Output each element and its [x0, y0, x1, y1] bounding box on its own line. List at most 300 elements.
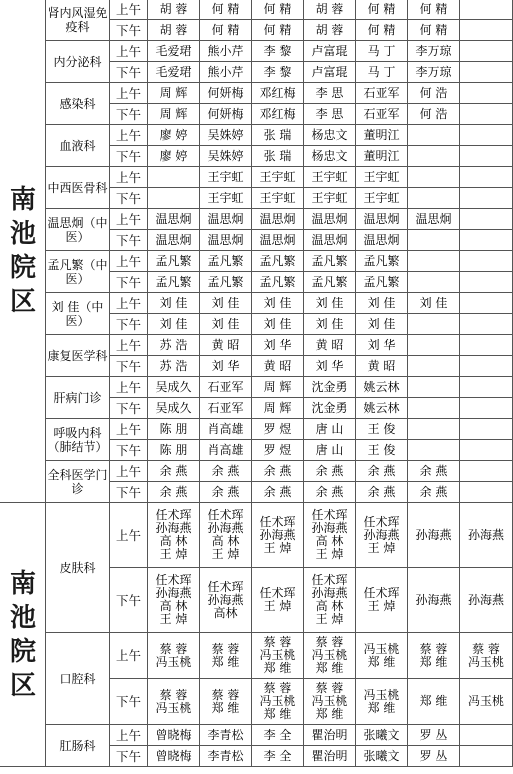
- doctor-cell: 姚云林: [356, 377, 408, 398]
- period-label: 上午: [110, 125, 148, 146]
- doctor-cell: 余 燕: [252, 482, 304, 503]
- doctor-cell: [408, 125, 460, 146]
- empty-cell: [460, 209, 513, 230]
- doctor-name: 瞿治明: [311, 748, 348, 763]
- doctor-cell: [460, 746, 513, 767]
- doctor-cell: 石亚军: [200, 398, 252, 419]
- department-name: 孟凡繁（中医）: [46, 251, 110, 293]
- doctor-cell: 唐 山: [304, 419, 356, 440]
- doctor-name: 孙海燕: [155, 521, 192, 535]
- doctor-cell: [408, 251, 460, 272]
- doctor-cell: 孟凡繁: [252, 251, 304, 272]
- doctor-name: 冯玉桃: [259, 694, 296, 708]
- doctor-cell: 孟凡繁: [356, 251, 408, 272]
- empty-cell: [460, 104, 513, 125]
- doctor-cell: [408, 633, 460, 679]
- period-label: 下午: [110, 356, 148, 377]
- doctor-cell: 何 精: [356, 20, 408, 41]
- doctor-cell: 何 精: [252, 20, 304, 41]
- doctor-cell: 孟凡繁: [200, 251, 252, 272]
- period-label: 上午: [110, 633, 148, 679]
- doctor-name: 王 焯: [159, 612, 188, 626]
- period-label: 下午: [110, 188, 148, 209]
- doctor-name: 冯玉桃: [467, 654, 504, 669]
- period-label: 上午: [110, 503, 148, 568]
- empty-cell: [460, 251, 513, 272]
- doctor-cell: [252, 679, 304, 725]
- doctor-cell: [460, 633, 513, 679]
- empty-cell: [460, 83, 513, 104]
- doctor-name: 孙海燕: [207, 521, 244, 535]
- doctor-cell: 何 浩: [408, 104, 460, 125]
- doctor-name: 孙海燕: [207, 592, 244, 607]
- doctor-name: 曾晓梅: [155, 727, 192, 742]
- doctor-name: 高 林: [159, 599, 188, 613]
- doctor-cell: 周 辉: [252, 377, 304, 398]
- doctor-cell: 何 精: [408, 0, 460, 20]
- doctor-cell: [408, 725, 460, 746]
- table-row: [1, 209, 513, 230]
- empty-cell: [460, 398, 513, 419]
- doctor-name: 冯玉桃: [155, 654, 192, 669]
- period-label: 上午: [110, 377, 148, 398]
- doctor-name: 郑 维: [315, 707, 344, 721]
- department-name: 肝病门诊: [46, 377, 110, 419]
- doctor-cell: [408, 230, 460, 251]
- doctor-cell: [408, 568, 460, 633]
- empty-cell: [460, 146, 513, 167]
- doctor-cell: [408, 419, 460, 440]
- period-label: 下午: [110, 230, 148, 251]
- doctor-cell: 刘 佳: [252, 293, 304, 314]
- table-row: [1, 125, 513, 146]
- doctor-cell: 吴姝婷: [200, 146, 252, 167]
- empty-cell: [460, 482, 513, 503]
- doctor-cell: 温思炯: [200, 230, 252, 251]
- doctor-cell: [408, 377, 460, 398]
- doctor-cell: [408, 503, 460, 568]
- doctor-name: 郑 维: [419, 694, 448, 708]
- doctor-cell: 黄 昭: [356, 356, 408, 377]
- doctor-cell: 余 燕: [200, 482, 252, 503]
- doctor-cell: 孟凡繁: [148, 272, 200, 293]
- doctor-cell: 罗 煜: [252, 419, 304, 440]
- doctor-name: 郑 维: [367, 654, 396, 669]
- empty-cell: [460, 188, 513, 209]
- doctor-cell: 毛爱珺: [148, 41, 200, 62]
- doctor-cell: 卢富琨: [304, 62, 356, 83]
- doctor-cell: [460, 568, 513, 633]
- campus-label: [1, 503, 46, 767]
- doctor-name: 高 林: [315, 599, 344, 613]
- doctor-cell: 王 俊: [356, 419, 408, 440]
- doctor-cell: 王 俊: [356, 440, 408, 461]
- doctor-cell: [200, 746, 252, 767]
- table-row: [1, 83, 513, 104]
- doctor-cell: 李 思: [304, 104, 356, 125]
- doctor-name: 蔡 蓉: [263, 635, 292, 649]
- table-row: [1, 461, 513, 482]
- doctor-name: 罗 丛: [419, 748, 448, 763]
- department-name: 康复医学科: [46, 335, 110, 377]
- doctor-cell: [304, 633, 356, 679]
- doctor-name: 王 焯: [315, 547, 344, 561]
- doctor-cell: 苏 浩: [148, 356, 200, 377]
- doctor-cell: 吴姝婷: [200, 125, 252, 146]
- empty-cell: [460, 293, 513, 314]
- doctor-cell: 邓红梅: [252, 104, 304, 125]
- doctor-cell: 刘 佳: [148, 293, 200, 314]
- doctor-cell: 刘 佳: [200, 314, 252, 335]
- doctor-name: 王 焯: [263, 599, 292, 613]
- doctor-name: 蔡 蓉: [263, 681, 292, 695]
- doctor-name: 蔡 蓉: [211, 687, 240, 702]
- doctor-name: 郑 维: [211, 700, 240, 715]
- doctor-cell: [356, 568, 408, 633]
- doctor-cell: [304, 568, 356, 633]
- period-label: 下午: [110, 272, 148, 293]
- doctor-cell: 胡 蓉: [304, 20, 356, 41]
- doctor-cell: 马 丁: [356, 62, 408, 83]
- doctor-cell: 杨忠文: [304, 146, 356, 167]
- period-label: 上午: [110, 293, 148, 314]
- doctor-name: 瞿治明: [311, 727, 348, 742]
- period-label: 下午: [110, 314, 148, 335]
- doctor-cell: 温思炯: [356, 209, 408, 230]
- period-label: 上午: [110, 167, 148, 188]
- table-row: [1, 725, 513, 746]
- doctor-cell: 刘 佳: [356, 293, 408, 314]
- department-name: 肾内风湿免疫科: [46, 0, 110, 41]
- doctor-name: 李青松: [207, 748, 244, 763]
- doctor-name: 李 全: [263, 748, 292, 763]
- doctor-name: 王 焯: [263, 540, 292, 555]
- department-name: 温思炯（中医）: [46, 209, 110, 251]
- doctor-name: 高林: [213, 605, 238, 620]
- doctor-cell: 王宇虹: [200, 167, 252, 188]
- doctor-cell: 沈金勇: [304, 398, 356, 419]
- doctor-cell: 李 思: [304, 83, 356, 104]
- doctor-cell: 何 精: [408, 20, 460, 41]
- doctor-cell: 余 燕: [252, 461, 304, 482]
- doctor-cell: 姚云林: [356, 398, 408, 419]
- doctor-cell: [460, 503, 513, 568]
- doctor-cell: 孟凡繁: [356, 272, 408, 293]
- period-label: 上午: [110, 725, 148, 746]
- doctor-name: 孙海燕: [415, 527, 452, 542]
- doctor-cell: 何 精: [200, 0, 252, 20]
- period-label: 下午: [110, 20, 148, 41]
- doctor-name: 冯玉桃: [155, 700, 192, 715]
- doctor-cell: 李万琼: [408, 41, 460, 62]
- doctor-cell: [252, 568, 304, 633]
- doctor-name: 高 林: [211, 534, 240, 548]
- doctor-cell: 董明江: [356, 125, 408, 146]
- doctor-name: 冯玉桃: [467, 694, 504, 708]
- doctor-cell: 毛爱珺: [148, 62, 200, 83]
- doctor-cell: 温思炯: [356, 230, 408, 251]
- doctor-cell: 何妍梅: [200, 104, 252, 125]
- doctor-cell: [148, 167, 200, 188]
- doctor-name: 张曦文: [363, 727, 400, 742]
- campus-label: [1, 0, 46, 503]
- doctor-name: 冯玉桃: [311, 694, 348, 708]
- doctor-cell: [304, 746, 356, 767]
- department-name: 血液科: [46, 125, 110, 167]
- doctor-cell: 余 燕: [304, 482, 356, 503]
- period-label: 下午: [110, 746, 148, 767]
- doctor-cell: [252, 746, 304, 767]
- doctor-cell: 王宇虹: [356, 167, 408, 188]
- campus-label-text: 南池院区: [9, 184, 36, 317]
- doctor-cell: 胡 蓉: [148, 0, 200, 20]
- doctor-cell: 温思炯: [304, 230, 356, 251]
- doctor-name: 罗 丛: [419, 727, 448, 742]
- empty-cell: [460, 461, 513, 482]
- doctor-name: 冯玉桃: [363, 641, 400, 656]
- doctor-cell: 余 燕: [408, 461, 460, 482]
- period-label: 上午: [110, 209, 148, 230]
- table-row: [1, 503, 513, 568]
- doctor-cell: 余 燕: [356, 461, 408, 482]
- doctor-name: 郑 维: [211, 654, 240, 669]
- doctor-cell: 刘 佳: [408, 293, 460, 314]
- doctor-name: 蔡 蓉: [315, 681, 344, 695]
- doctor-cell: [408, 746, 460, 767]
- doctor-cell: [252, 503, 304, 568]
- doctor-cell: 王宇虹: [304, 188, 356, 209]
- department-name: 口腔科: [46, 633, 110, 725]
- empty-cell: [460, 377, 513, 398]
- doctor-name: 郑 维: [263, 707, 292, 721]
- doctor-name: 王 焯: [367, 599, 396, 613]
- doctor-cell: 温思炯: [252, 230, 304, 251]
- doctor-cell: [408, 167, 460, 188]
- doctor-cell: 胡 蓉: [148, 20, 200, 41]
- doctor-cell: 王宇虹: [200, 188, 252, 209]
- table-row: [1, 377, 513, 398]
- doctor-cell: [304, 725, 356, 746]
- department-name: 皮肤科: [46, 503, 110, 633]
- doctor-cell: [408, 188, 460, 209]
- doctor-cell: [408, 679, 460, 725]
- department-name: 中西医骨科: [46, 167, 110, 209]
- doctor-name: 孙海燕: [415, 592, 452, 607]
- doctor-cell: 刘 华: [304, 356, 356, 377]
- empty-cell: [460, 20, 513, 41]
- doctor-cell: 孟凡繁: [200, 272, 252, 293]
- doctor-cell: 肖高雄: [200, 440, 252, 461]
- table-row: [1, 335, 513, 356]
- doctor-cell: 唐 山: [304, 440, 356, 461]
- doctor-cell: 石亚军: [200, 377, 252, 398]
- doctor-cell: 余 燕: [200, 461, 252, 482]
- doctor-name: 孙海燕: [259, 527, 296, 542]
- period-label: 下午: [110, 62, 148, 83]
- doctor-name: 任术珲: [363, 586, 400, 600]
- empty-cell: [460, 62, 513, 83]
- empty-cell: [460, 335, 513, 356]
- doctor-cell: 温思炯: [304, 209, 356, 230]
- doctor-cell: 孟凡繁: [304, 251, 356, 272]
- doctor-cell: 王宇虹: [356, 188, 408, 209]
- doctor-cell: 刘 华: [200, 356, 252, 377]
- doctor-cell: 李万琼: [408, 62, 460, 83]
- doctor-cell: 黄 昭: [304, 335, 356, 356]
- doctor-name: 孙海燕: [467, 527, 504, 542]
- doctor-cell: 周 辉: [148, 83, 200, 104]
- period-label: 下午: [110, 568, 148, 633]
- doctor-name: 冯玉桃: [363, 687, 400, 702]
- doctor-cell: [408, 356, 460, 377]
- doctor-cell: [148, 725, 200, 746]
- period-label: 上午: [110, 461, 148, 482]
- doctor-cell: 陈 朋: [148, 440, 200, 461]
- doctor-name: 郑 维: [315, 661, 344, 675]
- table-row: [1, 167, 513, 188]
- empty-cell: [460, 419, 513, 440]
- doctor-name: 郑 维: [367, 700, 396, 715]
- doctor-cell: 陈 朋: [148, 419, 200, 440]
- doctor-name: 任术珲: [311, 573, 348, 587]
- period-label: 下午: [110, 679, 148, 725]
- doctor-name: 王 焯: [315, 612, 344, 626]
- doctor-cell: 温思炯: [408, 209, 460, 230]
- table-row: [1, 419, 513, 440]
- doctor-cell: 沈金勇: [304, 377, 356, 398]
- period-label: 下午: [110, 440, 148, 461]
- doctor-name: 冯玉桃: [259, 648, 296, 662]
- doctor-cell: [200, 568, 252, 633]
- period-label: 下午: [110, 398, 148, 419]
- doctor-cell: 邓红梅: [252, 83, 304, 104]
- doctor-name: 李青松: [207, 727, 244, 742]
- doctor-cell: [356, 503, 408, 568]
- doctor-cell: 刘 佳: [356, 314, 408, 335]
- doctor-cell: 刘 佳: [252, 314, 304, 335]
- doctor-name: 蔡 蓉: [159, 641, 188, 656]
- empty-cell: [460, 41, 513, 62]
- period-label: 上午: [110, 251, 148, 272]
- doctor-cell: [252, 633, 304, 679]
- empty-cell: [460, 230, 513, 251]
- doctor-cell: 温思炯: [200, 209, 252, 230]
- department-name: 刘 佳（中医）: [46, 293, 110, 335]
- empty-cell: [460, 356, 513, 377]
- doctor-cell: 何妍梅: [200, 83, 252, 104]
- doctor-cell: 孟凡繁: [304, 272, 356, 293]
- doctor-cell: 李 黎: [252, 41, 304, 62]
- period-label: 上午: [110, 335, 148, 356]
- doctor-cell: 刘 佳: [148, 314, 200, 335]
- doctor-cell: 黄 昭: [252, 356, 304, 377]
- doctor-cell: 卢富琨: [304, 41, 356, 62]
- doctor-cell: 张 瑞: [252, 125, 304, 146]
- empty-cell: [460, 167, 513, 188]
- doctor-name: 蔡 蓉: [419, 641, 448, 656]
- doctor-cell: 胡 蓉: [304, 0, 356, 20]
- period-label: 下午: [110, 482, 148, 503]
- doctor-cell: 周 辉: [148, 104, 200, 125]
- doctor-name: 任术珲: [207, 508, 244, 522]
- doctor-cell: [356, 746, 408, 767]
- doctor-name: 曾晓梅: [155, 748, 192, 763]
- doctor-name: 王 焯: [159, 547, 188, 561]
- doctor-name: 任术珲: [207, 579, 244, 594]
- doctor-cell: 余 燕: [356, 482, 408, 503]
- doctor-cell: [200, 679, 252, 725]
- doctor-name: 蔡 蓉: [472, 641, 500, 656]
- empty-cell: [460, 314, 513, 335]
- doctor-cell: [200, 503, 252, 568]
- department-name: 内分泌科: [46, 41, 110, 83]
- period-label: 下午: [110, 104, 148, 125]
- table-row: [1, 293, 513, 314]
- doctor-cell: 王宇虹: [304, 167, 356, 188]
- table-row: [1, 251, 513, 272]
- doctor-name: 孙海燕: [155, 586, 192, 600]
- table-row: [1, 0, 513, 20]
- doctor-name: 任术珲: [363, 514, 400, 529]
- doctor-cell: [252, 725, 304, 746]
- doctor-cell: 余 燕: [148, 461, 200, 482]
- doctor-name: 孙海燕: [467, 592, 504, 607]
- doctor-cell: [148, 503, 200, 568]
- doctor-cell: 周 辉: [252, 398, 304, 419]
- doctor-cell: 孟凡繁: [252, 272, 304, 293]
- doctor-name: 高 林: [315, 534, 344, 548]
- doctor-name: 郑 维: [419, 654, 448, 669]
- empty-cell: [460, 272, 513, 293]
- doctor-name: 李 全: [263, 727, 292, 742]
- table-row: [1, 41, 513, 62]
- doctor-name: 任术珲: [259, 514, 296, 529]
- doctor-cell: 温思炯: [148, 209, 200, 230]
- doctor-name: 郑 维: [263, 661, 292, 675]
- doctor-cell: [148, 633, 200, 679]
- doctor-cell: 温思炯: [252, 209, 304, 230]
- doctor-cell: 孟凡繁: [148, 251, 200, 272]
- doctor-cell: 余 燕: [148, 482, 200, 503]
- doctor-cell: 熊小芹: [200, 41, 252, 62]
- doctor-name: 任术珲: [259, 586, 296, 600]
- period-label: 上午: [110, 0, 148, 20]
- doctor-cell: 余 燕: [408, 482, 460, 503]
- doctor-cell: 熊小芹: [200, 62, 252, 83]
- doctor-cell: 廖 婷: [148, 125, 200, 146]
- table-row: [1, 633, 513, 679]
- doctor-cell: [408, 146, 460, 167]
- doctor-cell: 肖高雄: [200, 419, 252, 440]
- doctor-cell: 何 精: [252, 0, 304, 20]
- doctor-name: 蔡 蓉: [159, 687, 188, 702]
- doctor-cell: 温思炯: [148, 230, 200, 251]
- doctor-cell: [408, 440, 460, 461]
- doctor-cell: 何 精: [200, 20, 252, 41]
- doctor-cell: 马 丁: [356, 41, 408, 62]
- doctor-cell: [408, 314, 460, 335]
- doctor-cell: 吴成久: [148, 398, 200, 419]
- doctor-cell: 刘 华: [356, 335, 408, 356]
- period-label: 下午: [110, 146, 148, 167]
- doctor-cell: [200, 725, 252, 746]
- doctor-cell: [200, 633, 252, 679]
- doctor-cell: 李 黎: [252, 62, 304, 83]
- doctor-cell: [408, 335, 460, 356]
- doctor-cell: 刘 华: [252, 335, 304, 356]
- doctor-cell: [148, 679, 200, 725]
- doctor-cell: 董明江: [356, 146, 408, 167]
